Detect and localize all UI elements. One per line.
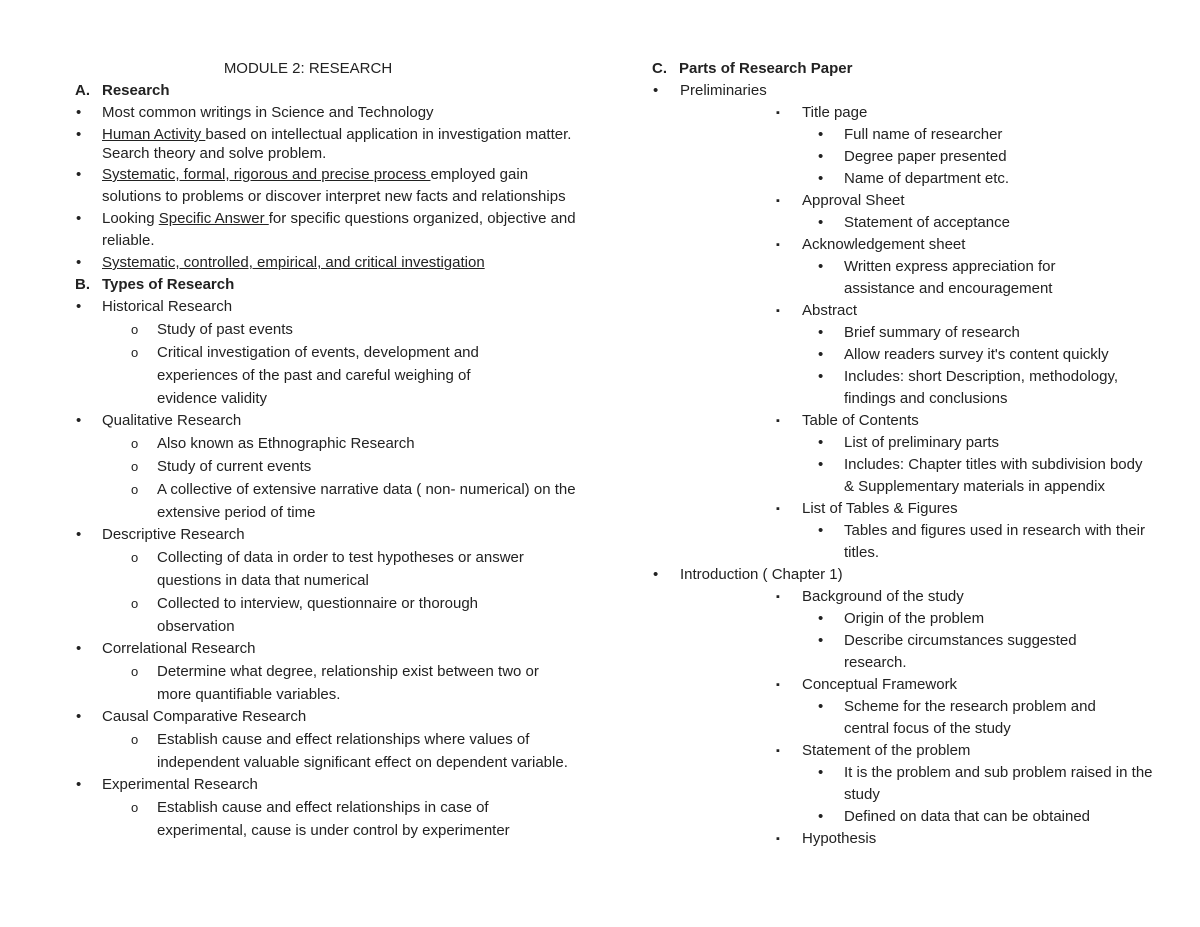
section-title: Parts of Research Paper	[679, 60, 853, 77]
part-label: ▪ Conceptual Framework	[652, 674, 1172, 696]
types-list	[75, 296, 585, 842]
section-c-heading	[652, 58, 1172, 80]
sub-item: o Critical investigation of events, development and experiences of the past and careful weighing of evidence validity	[75, 341, 517, 410]
sub-item: • List of preliminary parts	[652, 432, 1172, 454]
sub-item: o Collected to interview, questionnaire or thorough observation	[75, 592, 527, 638]
list-item: • Looking Specific Answer for specific questions organized, objective and reliable.	[75, 208, 585, 252]
sub-item: • Scheme for the research problem and central focus of the study	[652, 696, 1134, 740]
sub-item: • Defined on data that can be obtained	[652, 806, 1172, 828]
list-item: • Systematic, formal, rigorous and precise process employed gain solutions to problems or discover interpret new facts and relationships	[75, 164, 585, 208]
part-label: ▪ Hypothesis	[652, 828, 1172, 850]
section-letter: C.	[652, 60, 667, 77]
research-type: • Experimental Research	[75, 774, 585, 796]
sub-item: o Determine what degree, relationship exist between two or more quantifiable variables.	[75, 660, 577, 706]
research-type: • Correlational Research	[75, 638, 585, 660]
research-type: • Historical Research	[75, 296, 585, 318]
part-label: ▪ Title page	[652, 102, 1172, 124]
sub-item: • It is the problem and sub problem raised in the study	[652, 762, 1154, 806]
section-b-heading	[75, 274, 585, 296]
sub-item: • Describe circumstances suggested research.	[652, 630, 1124, 674]
sub-item: • Written express appreciation for assistance and encouragement	[652, 256, 1094, 300]
sub-item: o Study of past events	[75, 318, 585, 341]
research-type: • Qualitative Research	[75, 410, 585, 432]
sub-item: o Also known as Ethnographic Research	[75, 432, 585, 455]
group-label: • Introduction ( Chapter 1)	[652, 564, 1172, 586]
list-item: • Most common writings in Science and Technology	[75, 102, 585, 124]
page-title: MODULE 2: RESEARCH	[223, 60, 393, 77]
sub-item: o Study of current events	[75, 455, 585, 478]
research-type: • Causal Comparative Research	[75, 706, 585, 728]
sub-item: o Establish cause and effect relationships in case of experimental, cause is under control by experimenter	[75, 796, 557, 842]
part-label: ▪ List of Tables & Figures	[652, 498, 1172, 520]
right-column	[652, 58, 1172, 850]
section-letter: A.	[75, 82, 90, 99]
section-title: Research	[102, 82, 170, 99]
sub-item: • Statement of acceptance	[652, 212, 1172, 234]
list-item: • Human Activity based on intellectual application in investigation matter. Search theory and solve problem.	[75, 125, 585, 163]
sub-item: • Degree paper presented	[652, 146, 1172, 168]
sub-item: • Full name of researcher	[652, 124, 1172, 146]
sub-item: • Name of department etc.	[652, 168, 1172, 190]
sub-item: o A collective of extensive narrative data ( non- numerical) on the extensive period of time	[75, 478, 582, 524]
sub-item: • Brief summary of research	[652, 322, 1172, 344]
part-label: ▪ Approval Sheet	[652, 190, 1172, 212]
sub-item: o Collecting of data in order to test hypotheses or answer questions in data that numerical	[75, 546, 577, 592]
part-label: ▪ Abstract	[652, 300, 1172, 322]
sub-item: • Allow readers survey it's content quickly	[652, 344, 1172, 366]
section-a-heading	[75, 80, 585, 102]
group-label: • Preliminaries	[652, 80, 1172, 102]
research-type: • Descriptive Research	[75, 524, 585, 546]
section-title: Types of Research	[102, 276, 235, 293]
list-item: • Systematic, controlled, empirical, and critical investigation	[75, 252, 585, 274]
sub-item: • Origin of the problem	[652, 608, 1172, 630]
sub-item: • Includes: short Description, methodology, findings and conclusions	[652, 366, 1154, 410]
research-list	[75, 102, 585, 274]
left-column	[75, 58, 585, 842]
part-label: ▪ Statement of the problem	[652, 740, 1172, 762]
part-label: ▪ Acknowledgement sheet	[652, 234, 1172, 256]
part-label: ▪ Background of the study	[652, 586, 1172, 608]
part-label: ▪ Table of Contents	[652, 410, 1172, 432]
sub-item: • Tables and figures used in research with their titles.	[652, 520, 1149, 564]
sub-item: • Includes: Chapter titles with subdivision body & Supplementary materials in appendix	[652, 454, 1144, 498]
section-letter: B.	[75, 276, 90, 293]
sub-item: o Establish cause and effect relationships where values of independent valuable significant effect on dependent variable.	[75, 728, 582, 774]
